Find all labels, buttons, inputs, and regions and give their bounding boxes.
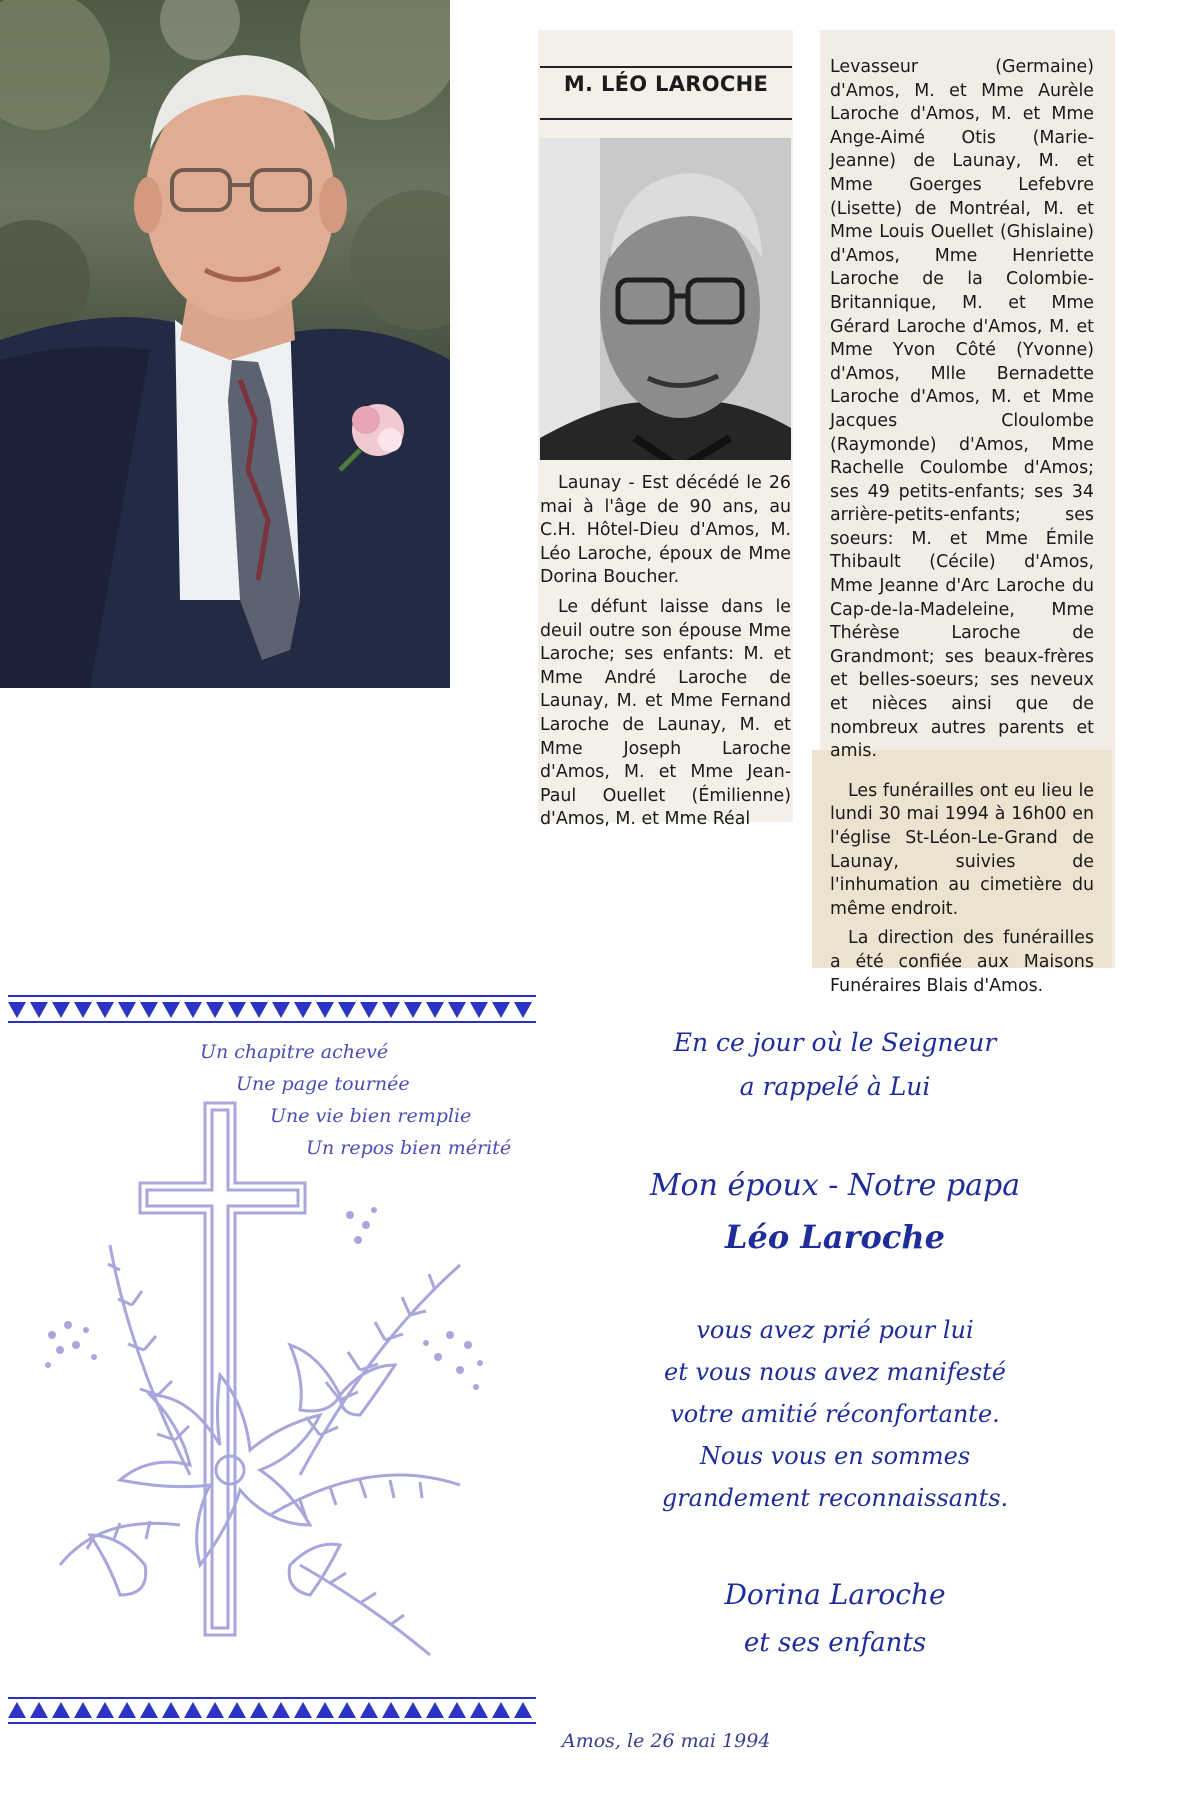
poem-line-4: Un repos bien mérité: [306, 1137, 512, 1159]
card-message-line-5: grandement reconnaissants.: [661, 1484, 1009, 1512]
card-intro-line-2: a rappelé à Lui: [739, 1072, 931, 1101]
obituary-paragraph: Launay - Est décédé le 26 mai à l'âge de 90 ans, au C.H. Hôtel-Dieu d'Amos, M. Léo Laroche, époux de Mme Dorina Boucher.: [540, 473, 791, 588]
card-message-line-2: et vous nous avez manifesté: [664, 1358, 1006, 1386]
deceased-name: Léo Laroche: [725, 1218, 945, 1256]
card-intro-line-1: En ce jour où le Seigneur: [673, 1028, 997, 1057]
triangle-border-bottom: [8, 1696, 536, 1726]
card-signature-line-2: et ses enfants: [743, 1628, 927, 1658]
obituary-headline: M. LÉO LAROCHE: [563, 72, 769, 96]
obituary-column-1: [540, 472, 791, 832]
card-message-line-3: votre amitié réconfortante.: [670, 1400, 1000, 1428]
card-message-line-4: Nous vous en sommes: [699, 1442, 971, 1470]
obituary-portrait-illustration: [540, 138, 791, 460]
card-signature-line-1: Dorina Laroche: [724, 1578, 946, 1611]
obituary-photo: [540, 138, 791, 460]
obituary-paragraph: Les funérailles ont eu lieu le lundi 30 mai 1994 à 16h00 en l'église St-Léon-Le-Grand de Launay, suivies de l'inhumation au cimetière du même endroit.: [830, 780, 1094, 919]
card-message-line-1: vous avez prié pour lui: [696, 1316, 974, 1344]
poem-line-1: Un chapitre achevé: [200, 1041, 389, 1063]
card-relation: Mon époux - Notre papa: [649, 1168, 1021, 1203]
card-place-date: Amos, le 26 mai 1994: [562, 1730, 771, 1752]
triangle-border-top: [8, 994, 536, 1024]
headline-rule-bottom: [540, 118, 792, 120]
portrait-illustration: [0, 0, 450, 688]
poem-line-3: Une vie bien remplie: [270, 1105, 472, 1127]
obituary-paragraph: La direction des funérailles a été confiée aux Maisons Funéraires Blais d'Amos.: [830, 928, 1094, 996]
poem-line-2: Une page tournée: [236, 1073, 410, 1095]
cross-flowers-illustration: [40, 1095, 510, 1685]
headline-rule-top: [540, 66, 792, 68]
obituary-column-2: [830, 56, 1094, 998]
obituary-paragraph: Levasseur (Germaine) d'Amos, M. et Mme Aurèle Laroche d'Amos, M. et Mme Ange-Aimé Otis (Marie-Jeanne) de Launay, M. et Mme Goerges Lefebvre (Lisette) de Montréal, M. et Mme Louis Ouellet (Ghislaine) d'Amos, Mme Henriette Laroche de la Colombie-Britannique, M. et Mme Gérard Laroche d'Amos, M. et Mme Yvon Côté (Yvonne) d'Amos, Mlle Bernadette Laroche d'Amos, M. et Mme Jacques Cloulombe (Raymonde) d'Amos, Mme Rachelle Coulombe d'Amos; ses 49 petits-enfants; ses 34 arrière-petits-enfants; ses soeurs: M. et Mme Émile Thibault (Cécile) d'Amos, Mme Jeanne d'Arc Laroche du Cap-de-la-Madeleine, Mme Thérèse Laroche de Grandmont; ses beaux-frères et belles-soeurs; ses neveux et nièces ainsi que de nombreux autres parents et amis.: [830, 57, 1094, 762]
portrait-photo: [0, 0, 450, 688]
obituary-paragraph: Le défunt laisse dans le deuil outre son épouse Mme Laroche; ses enfants: M. et Mme André Laroche de Launay, M. et Mme Fernand Laroche de Launay, M. et Mme Joseph Laroche d'Amos, M. et Mme Jean-Paul Ouellet (Émilienne) d'Amos, M. et Mme Réal: [540, 596, 791, 830]
